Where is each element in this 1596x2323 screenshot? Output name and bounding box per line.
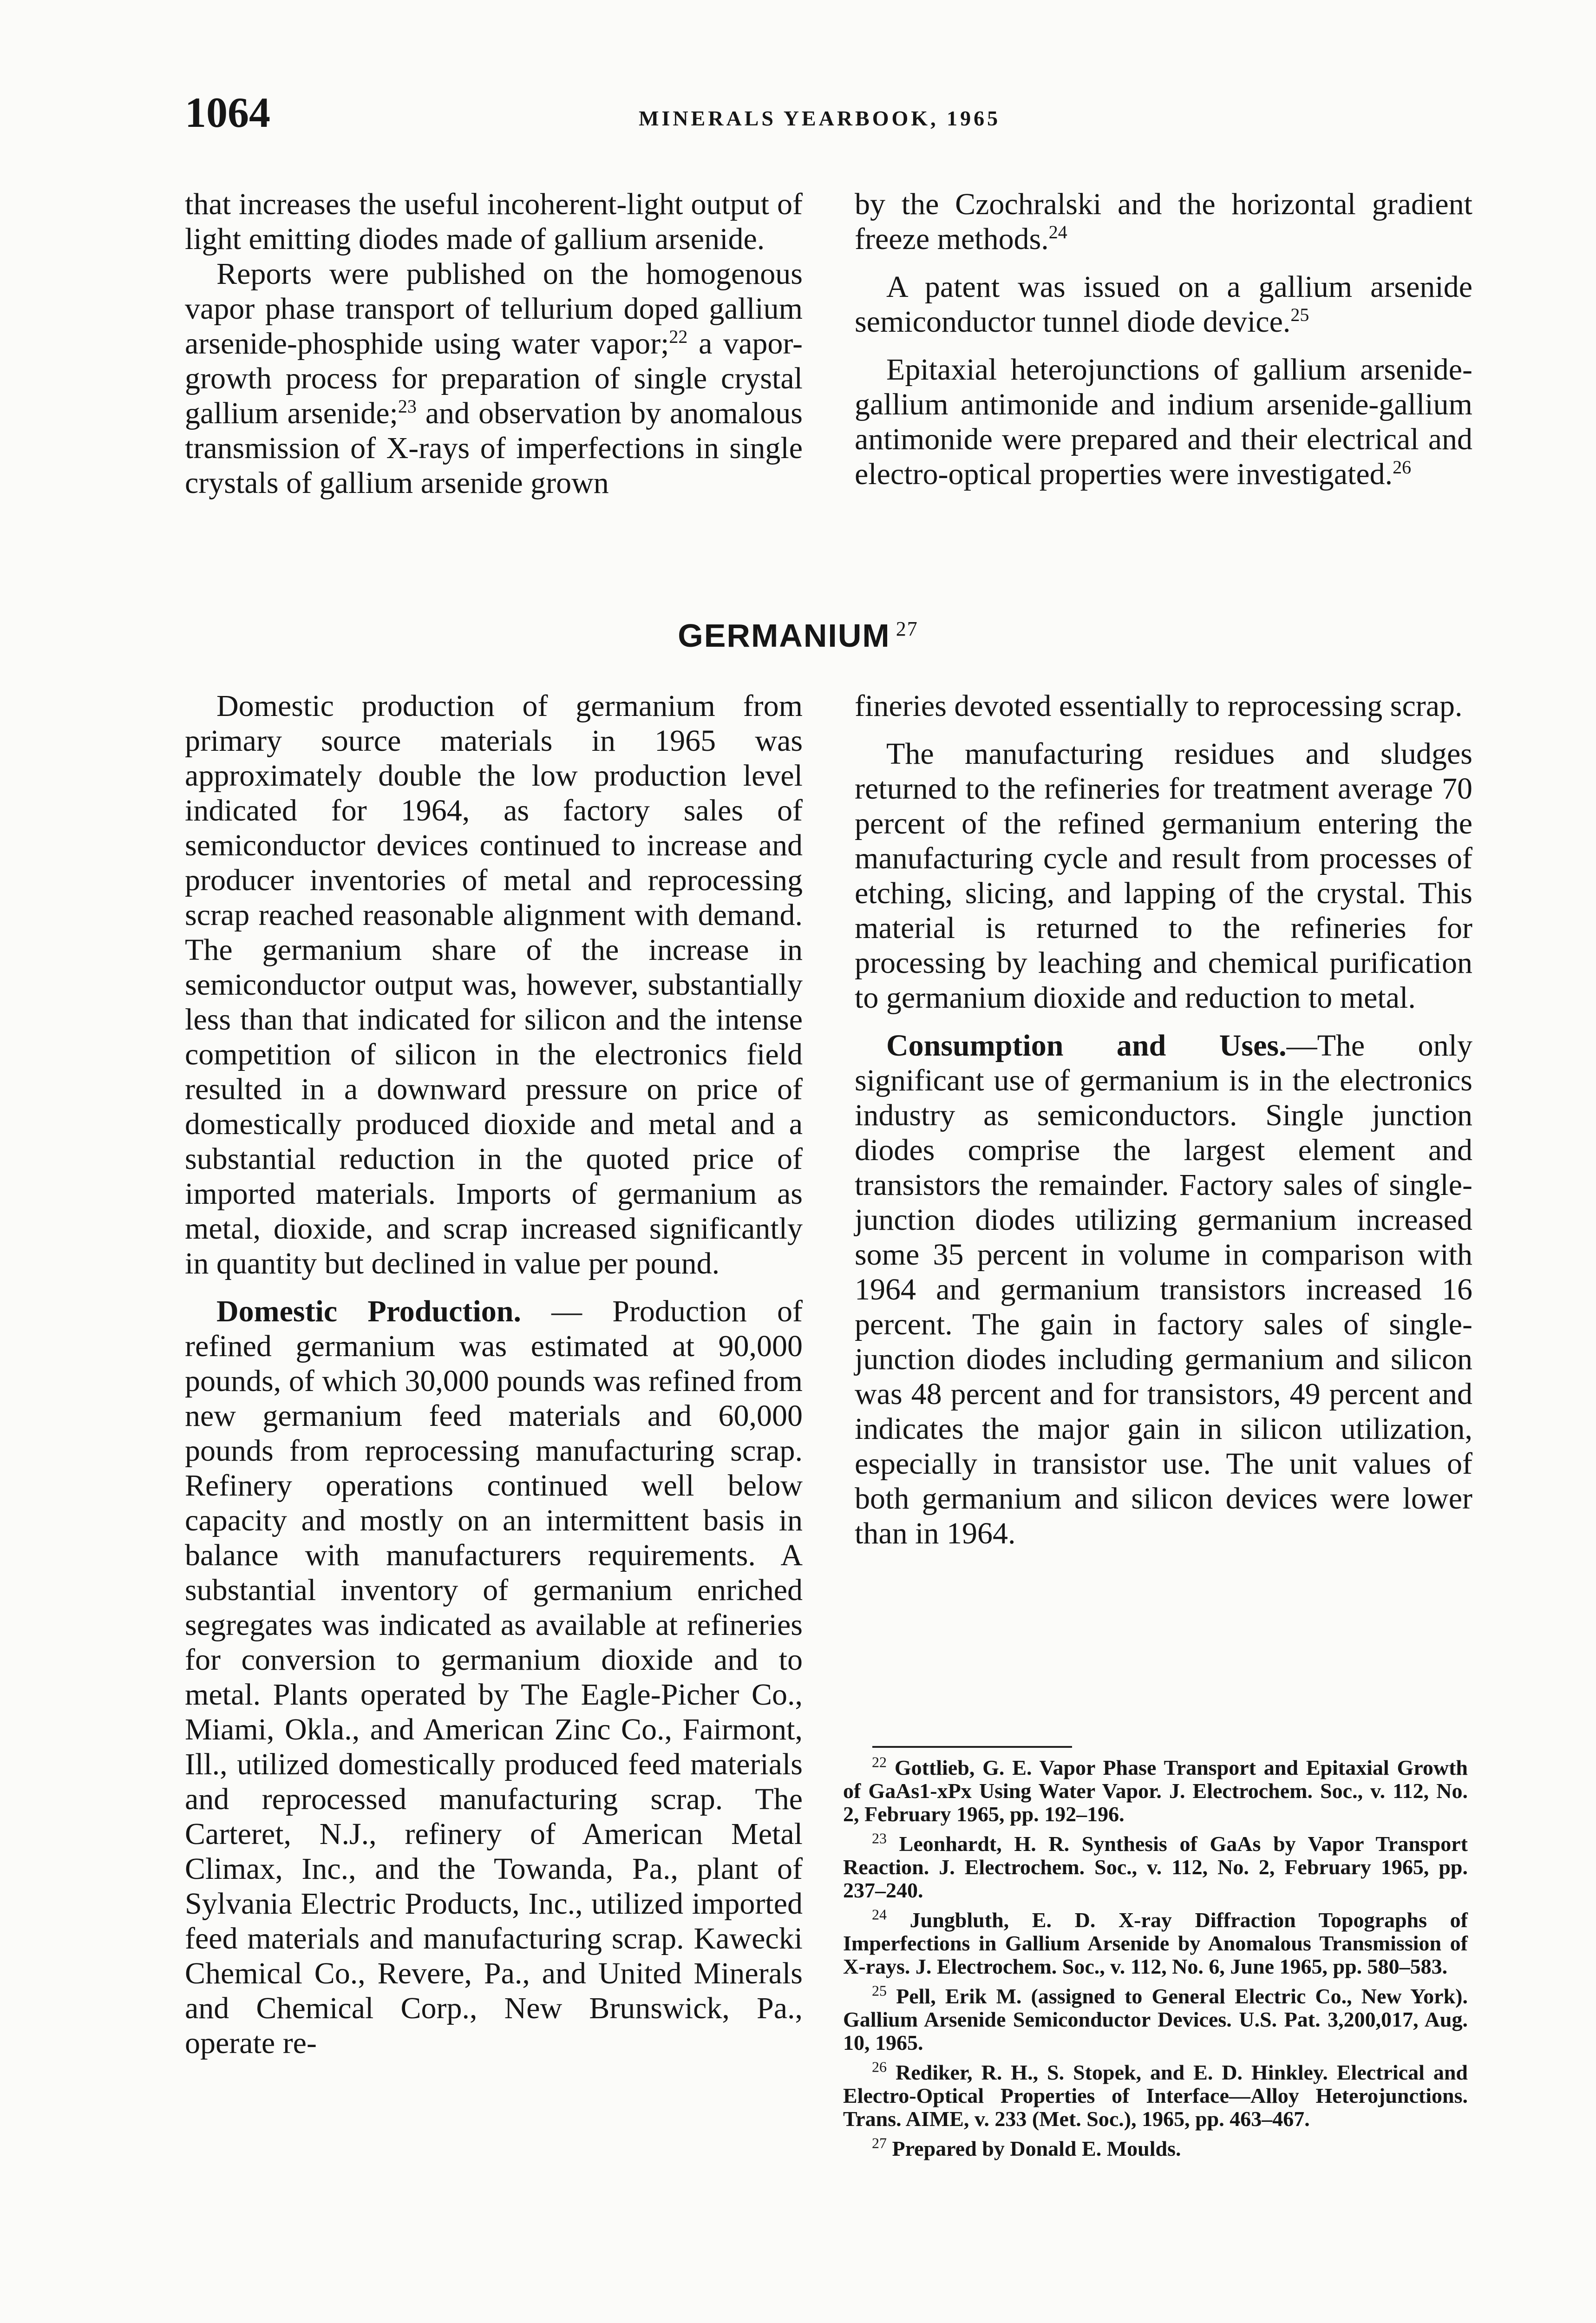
page-number: 1064 bbox=[185, 89, 270, 136]
text: and observation by anomalous transmission of X-rays of imperfections in single crystals of gallium arsenide grown bbox=[185, 396, 803, 500]
footnote-ref: 27 bbox=[896, 617, 918, 640]
text: The only significant use of germanium is in the electronics industry as semiconductors. Single junction diodes comprise the largest element and transistors the remainder. Factory sales of single-junction diodes utilizing germanium increased some 35 percent in volume in comparison with 1964 and germanium transistors increased 16 percent. The gain in factory sales of single-junction diodes including germanium and silicon was 48 percent and for transistors, 49 percent and indicates the major gain in silicon utilization, especially in transistor use. The unit values of both germanium and silicon devices were lower than in 1964. bbox=[855, 1029, 1472, 1550]
text: Production of refined germanium was estimated at 90,000 pounds, of which 30,000 pounds was refined from new germanium feed materials and 60,000 pounds from reprocessing manufacturing scrap. Refinery operations continued well below capacity and mostly on an intermittent basis in balance with manufacturers requirements. A substantial inventory of germanium enriched segregates was indicated as available at refineries for conversion to germanium dioxide and to metal. Plants operated by The Eagle-Picher Co., Miami, Okla., and American Zinc Co., Fairmont, Ill., utilized domestically produced feed materials and reprocessed manufacturing scrap. The Carteret, N.J., refinery of American Metal Climax, Inc., and the Towanda, Pa., plant of Sylvania Electric Products, Inc., utilized imported feed materials and manufacturing scrap. Kawecki Chemical Co., Revere, Pa., and United Minerals and Chemical Corp., New Brunswick, Pa., operate re- bbox=[185, 1294, 803, 2060]
section-title bbox=[0, 617, 1596, 654]
text: Epitaxial heterojunctions of gallium arsenide-gallium antimonide and indium arsenide-gallium antimonide were prepared and their electrical and electro-optical properties were investigated. bbox=[855, 353, 1472, 491]
footnote bbox=[843, 1982, 1468, 2054]
footnote-ref: 26 bbox=[1393, 457, 1412, 478]
main-right-column bbox=[855, 689, 1472, 1551]
paragraph bbox=[855, 352, 1472, 492]
dash: — bbox=[1286, 1029, 1317, 1063]
footnote-text: Gottlieb, G. E. Vapor Phase Transport and Epitaxial Growth of GaAs1-xPx Using Water Vapor. J. Electrochem. Soc., v. 112, No. 2, February 1965, pp. 192–196. bbox=[843, 1756, 1468, 1826]
footnote-ref: 23 bbox=[398, 396, 417, 417]
paragraph bbox=[185, 1294, 803, 2061]
footnote bbox=[843, 2134, 1468, 2160]
dash: — bbox=[521, 1294, 613, 1328]
paragraph bbox=[855, 187, 1472, 256]
footnote bbox=[843, 1832, 1468, 1902]
footnote-text: Leonhardt, H. R. Synthesis of GaAs by Vapor Transport Reaction. J. Electrochem. Soc., v. 112, No. 2, February 1965, pp. 237–240. bbox=[843, 1832, 1468, 1902]
paragraph bbox=[855, 269, 1472, 339]
footnote-text: Pell, Erik M. (assigned to General Electric Co., New York). Gallium Arsenide Semiconductor Devices. U.S. Pat. 3,200,017, Aug. 10, 1965. bbox=[843, 1984, 1468, 2054]
top-right-column bbox=[855, 187, 1472, 492]
footnote-number: 22 bbox=[872, 1753, 887, 1771]
footnote-text: Prepared by Donald E. Moulds. bbox=[892, 2137, 1181, 2160]
text: a vapor-growth process for preparation of single crystal gallium arsenide; bbox=[185, 327, 803, 430]
text: Reports were published on the homogenous vapor phase transport of tellurium doped gallium arsenide-phosphide using water vapor; bbox=[185, 257, 803, 361]
footnote-rule bbox=[872, 1746, 1072, 1748]
paragraph: The manufacturing residues and sludges returned to the refineries for treatment average 70 percent of the refined germanium entering the manufacturing cycle and result from processes of etching, slicing, and lapping of the crystal. This material is returned to the refineries for processing by leaching and chemical purification to germanium dioxide and reduction to metal. bbox=[855, 737, 1472, 1015]
paragraph bbox=[185, 256, 803, 500]
footnote-number: 25 bbox=[872, 1982, 887, 1999]
top-left-column bbox=[185, 187, 803, 500]
running-title: MINERALS YEARBOOK, 1965 bbox=[639, 106, 1001, 130]
footnote-ref: 24 bbox=[1048, 222, 1067, 243]
paragraph: that increases the useful incoherent-light output of light emitting diodes made of gallium arsenide. bbox=[185, 187, 803, 256]
footnote-text: Rediker, R. H., S. Stopek, and E. D. Hinkley. Electrical and Electro-Optical Properties of Interface—Alloy Heterojunctions. Trans. AIME, v. 233 (Met. Soc.), 1965, pp. 463–467. bbox=[843, 2061, 1468, 2131]
text: A patent was issued on a gallium arsenide semiconductor tunnel diode device. bbox=[855, 270, 1472, 339]
footnote bbox=[843, 2058, 1468, 2131]
paragraph bbox=[855, 1028, 1472, 1551]
footnotes bbox=[843, 1753, 1468, 2167]
section-title-text: GERMANIUM bbox=[678, 617, 890, 654]
footnote bbox=[843, 1906, 1468, 1978]
footnote-number: 27 bbox=[872, 2134, 887, 2152]
footnote-ref: 22 bbox=[669, 326, 688, 347]
main-left-column bbox=[185, 689, 803, 2061]
footnote-number: 24 bbox=[872, 1906, 887, 1923]
text: by the Czochralski and the horizontal gradient freeze methods. bbox=[855, 187, 1472, 256]
paragraph: Domestic production of germanium from primary source materials in 1965 was approximately double the low production level indicated for 1964, as factory sales of semiconductor devices continued to increase and producer inventories of metal and reprocessing scrap reached reasonable alignment with demand. The germanium share of the increase in semiconductor output was, however, substantially less than that indicated for silicon and the intense competition of silicon in the electronics field resulted in a downward pressure on price of domestically produced dioxide and metal and a substantial reduction in the quoted price of imported materials. Imports of germanium as metal, dioxide, and scrap increased significantly in quantity but declined in value per pound. bbox=[185, 689, 803, 1280]
footnote-ref: 25 bbox=[1290, 304, 1309, 325]
run-in-heading: Domestic Production. bbox=[216, 1294, 521, 1328]
run-in-heading: Consumption and Uses. bbox=[886, 1029, 1287, 1063]
footnote-number: 26 bbox=[872, 2058, 887, 2075]
footnote-number: 23 bbox=[872, 1830, 887, 1847]
paragraph: fineries devoted essentially to reprocessing scrap. bbox=[855, 689, 1463, 723]
footnote bbox=[843, 1753, 1468, 1826]
footnote-text: Jungbluth, E. D. X-ray Diffraction Topographs of Imperfections in Gallium Arsenide by Anomalous Transmission of X-rays. J. Electrochem. Soc., v. 112, No. 6, June 1965, pp. 580–583. bbox=[843, 1908, 1468, 1978]
